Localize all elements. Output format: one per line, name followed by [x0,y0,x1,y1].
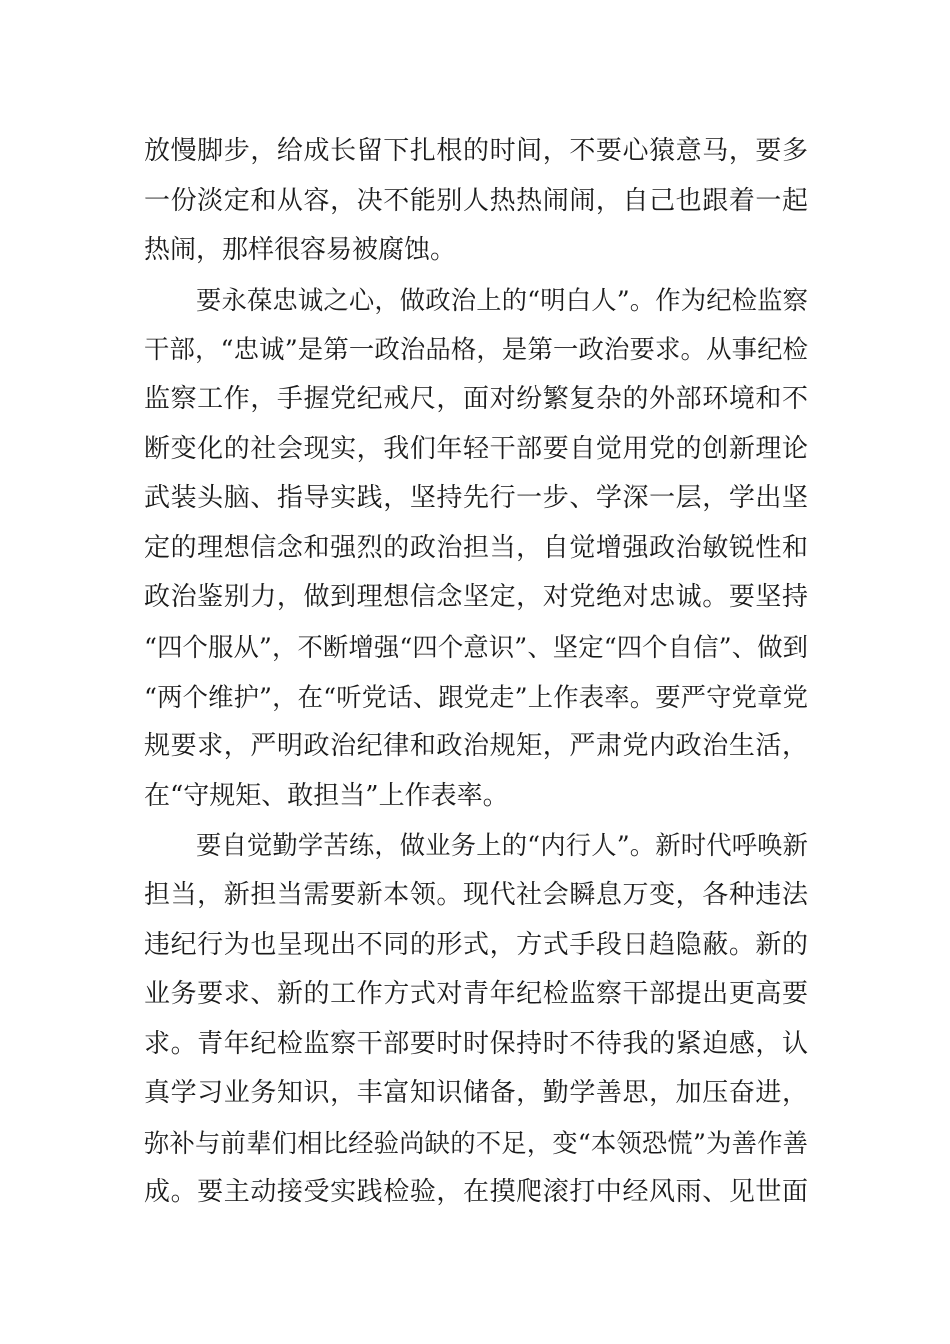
text-line: 真学习业务知识，丰富知识储备，勤学善思，加压奋进， [144,1078,808,1109]
text-line: 求。青年纪检监察干部要时时保持时不待我的紧迫感，认 [144,1028,808,1059]
text-line: 规要求，严明政治纪律和政治规矩，严肃党内政治生活， [144,731,808,762]
text-line: “两个维护”，在“听党话、跟党走”上作表率。要严守党章党 [144,681,808,712]
text-line: 成。要主动接受实践检验，在摸爬滚打中经风雨、见世面 [144,1177,808,1208]
text-line: 定的理想信念和强烈的政治担当，自觉增强政治敏锐性和 [144,532,808,563]
paragraph-start-line: 要自觉勤学苦练，做业务上的“内行人”。新时代呼唤新 [196,830,808,861]
text-line: “四个服从”，不断增强“四个意识”、坚定“四个自信”、做到 [144,631,808,662]
text-line: 放慢脚步，给成长留下扎根的时间，不要心猿意马，要多 [144,136,808,166]
text-line: 弥补与前辈们相比经验尚缺的不足，变“本领恐慌”为善作善 [144,1127,808,1158]
text-line: 在“守规矩、敢担当”上作表率。 [144,780,509,811]
text-line: 断变化的社会现实，我们年轻干部要自觉用党的创新理论 [144,433,808,464]
text-line: 政治鉴别力，做到理想信念坚定，对党绝对忠诚。要坚持 [144,582,808,613]
text-line: 违纪行为也呈现出不同的形式，方式手段日趋隐蔽。新的 [144,929,808,960]
text-line: 热闹，那样很容易被腐蚀。 [144,235,457,266]
text-line: 干部，“忠诚”是第一政治品格，是第一政治要求。从事纪检 [144,334,808,365]
text-line: 业务要求、新的工作方式对青年纪检监察干部提出更高要 [144,979,808,1010]
document-body [144,127,808,1218]
text-line: 担当，新担当需要新本领。现代社会瞬息万变，各种违法 [144,879,808,910]
text-line: 武装头脑、指导实践，坚持先行一步、学深一层，学出坚 [144,483,808,514]
text-line: 监察工作，手握党纪戒尺，面对纷繁复杂的外部环境和不 [144,383,808,414]
paragraph-start-line: 要永葆忠诚之心，做政治上的“明白人”。作为纪检监察 [196,284,808,315]
text-line: 一份淡定和从容，决不能别人热热闹闹，自己也跟着一起 [144,185,808,216]
